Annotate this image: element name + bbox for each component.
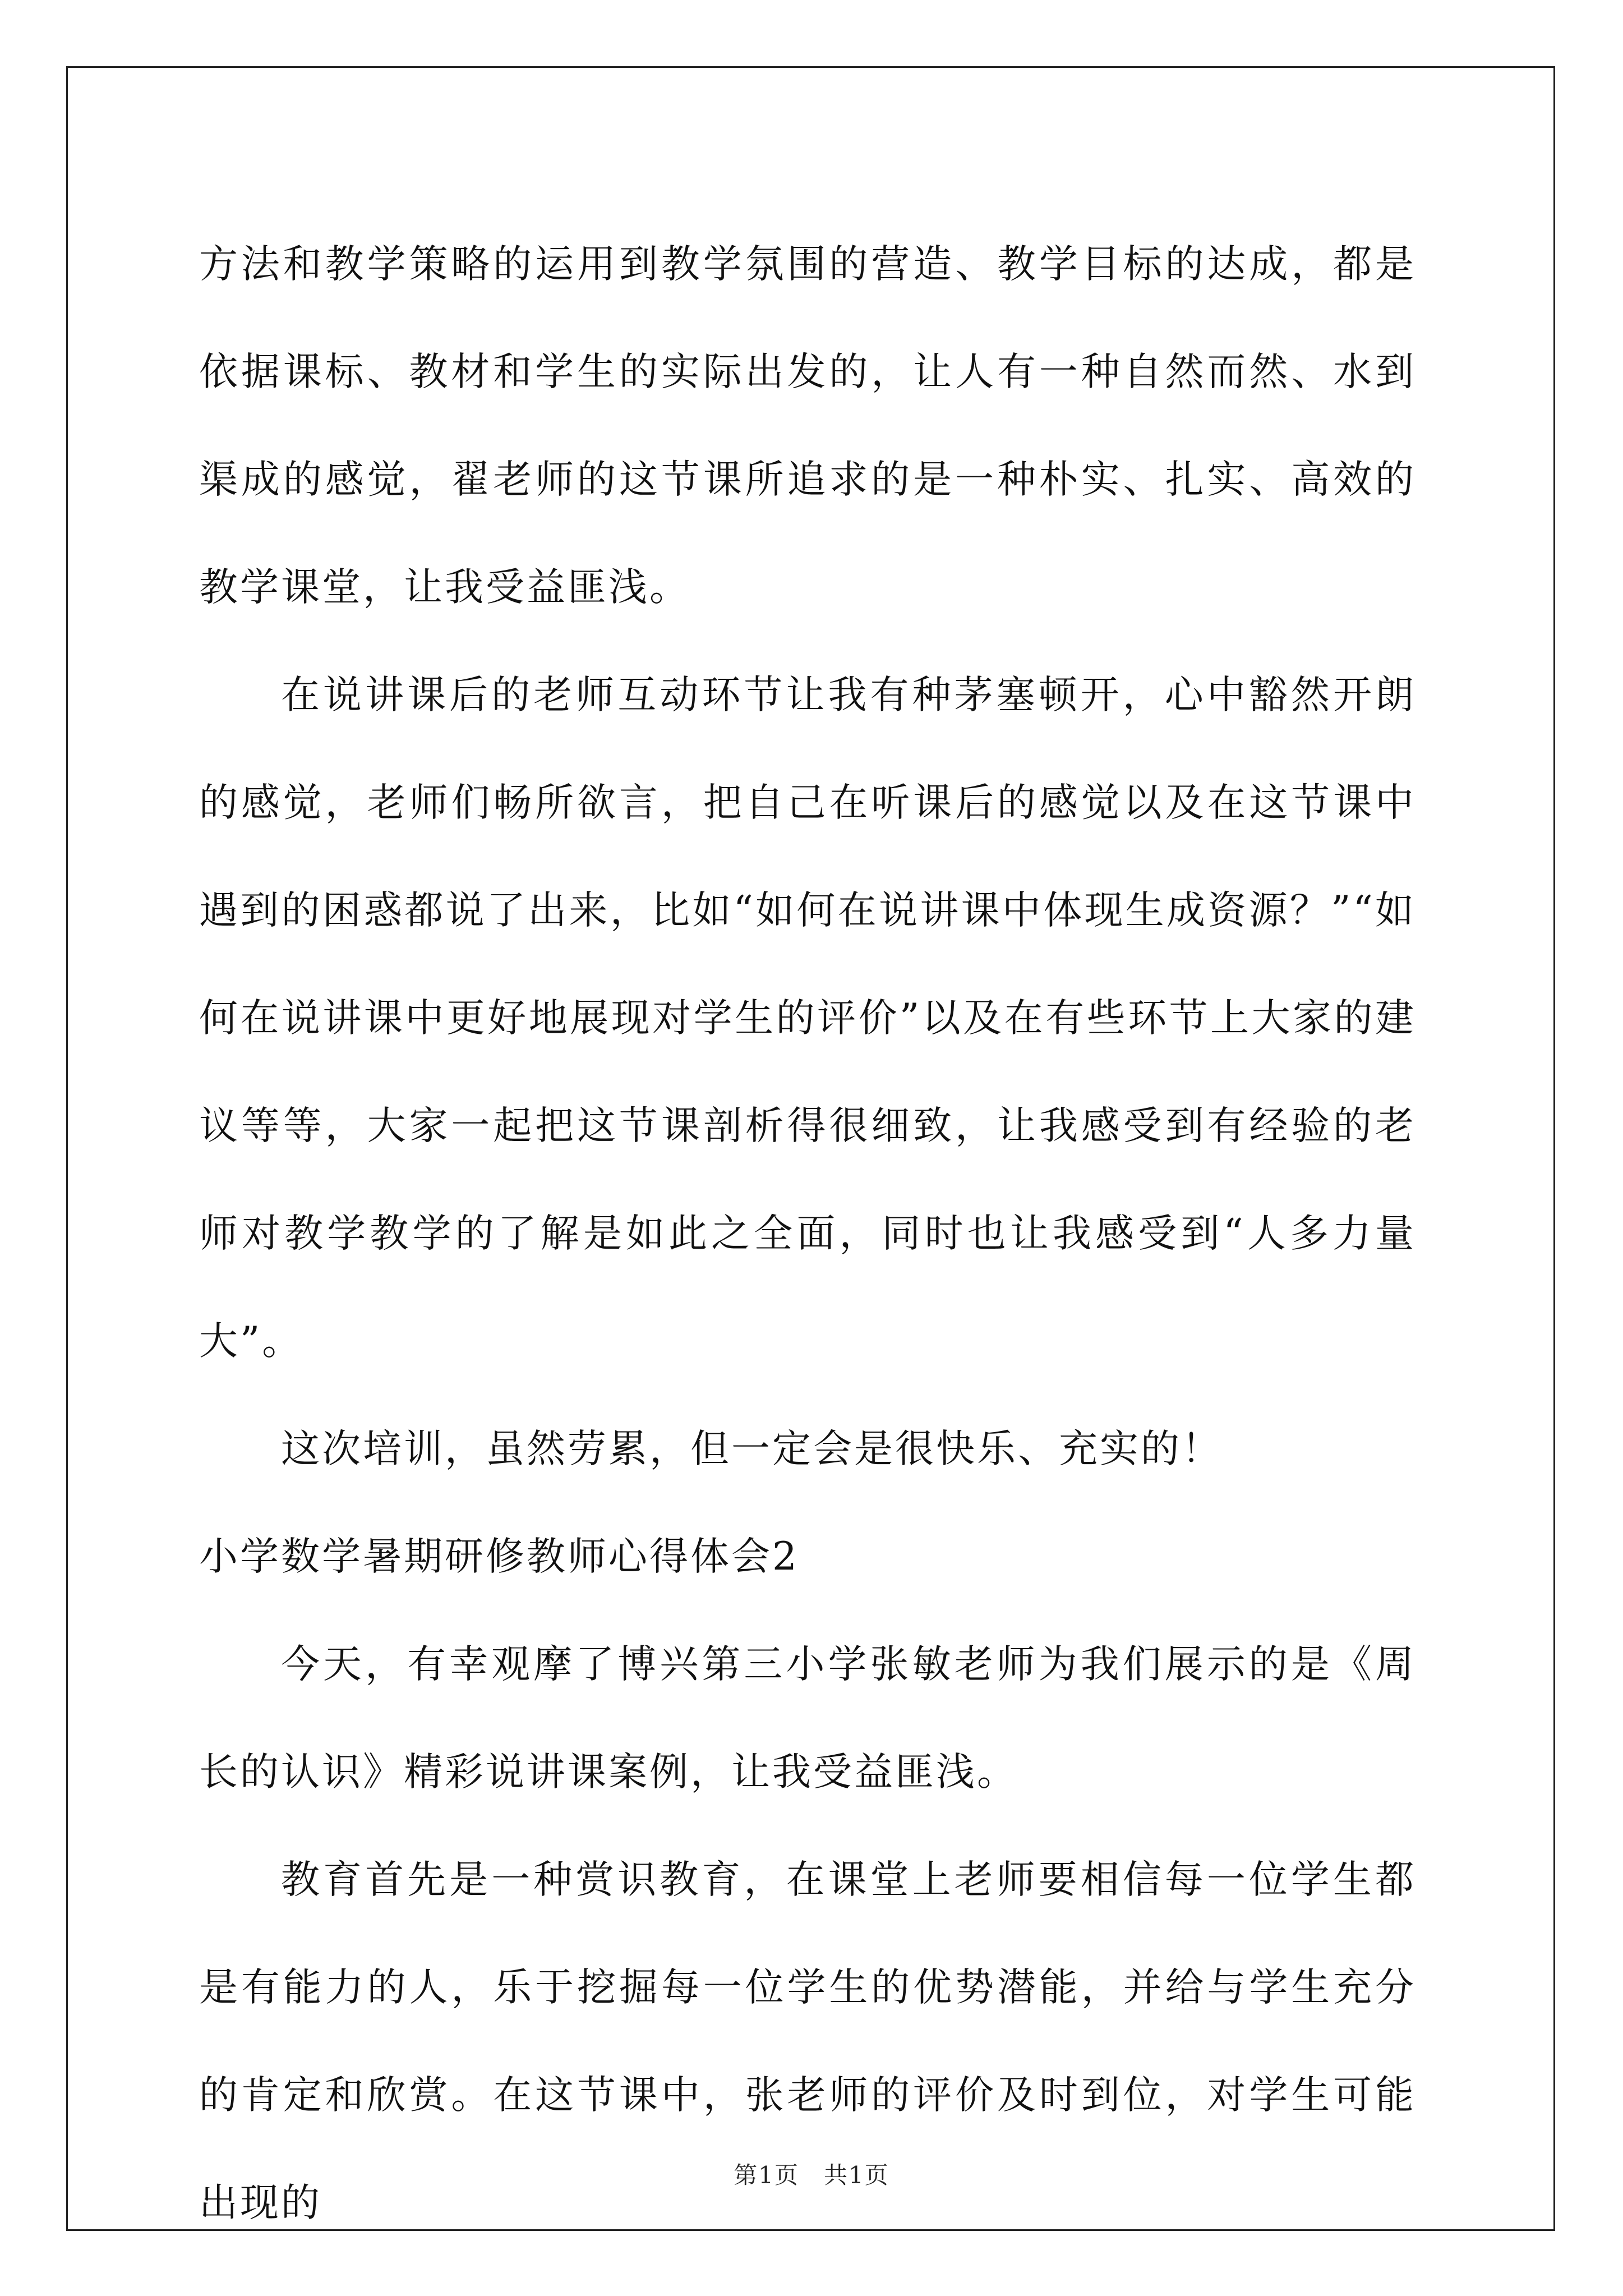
page-number-footer: 第1页 共1页 <box>734 2161 889 2189</box>
paragraph-continuation: 方法和教学策略的运用到教学氛围的营造、教学目标的达成，都是依据课标、教材和学生的实际出发的，让人有一种自然而然、水到渠成的感觉，翟老师的这节课所追求的是一种朴实、扎实、高效的教学课堂，让我受益匪浅。 <box>199 242 1416 610</box>
paragraph-interaction-session: 在说讲课后的老师互动环节让我有种茅塞顿开，心中豁然开朗的感觉，老师们畅所欲言，把自己在听课后的感觉以及在这节课中遇到的困惑都说了出来，比如“如何在说讲课中体现生成资源？”“如何在说讲课中更好地展现对学生的评价”以及在有些环节上大家的建议等等，大家一起把这节课剖析得很细致，让我感受到有经验的老师对教学教学的了解是如此之全面，同时也让我感受到“人多力量大”。 <box>199 673 1416 1364</box>
section-heading: 小学数学暑期研修教师心得体会2 <box>199 1534 799 1579</box>
document-body <box>199 210 1416 2257</box>
paragraph-appreciation-education: 教育首先是一种赏识教育，在课堂上老师要相信每一位学生都是有能力的人，乐于挖掘每一位学生的优势潜能，并给与学生充分的肯定和欣赏。在这节课中，张老师的评价及时到位，对学生可能出现的 <box>199 1857 1416 2225</box>
paragraph-training-summary: 这次培训，虽然劳累，但一定会是很快乐、充实的！ <box>281 1427 1223 1471</box>
paragraph-observation: 今天，有幸观摩了博兴第三小学张敏老师为我们展示的是《周长的认识》精彩说讲课案例，让我受益匪浅。 <box>199 1642 1416 1795</box>
